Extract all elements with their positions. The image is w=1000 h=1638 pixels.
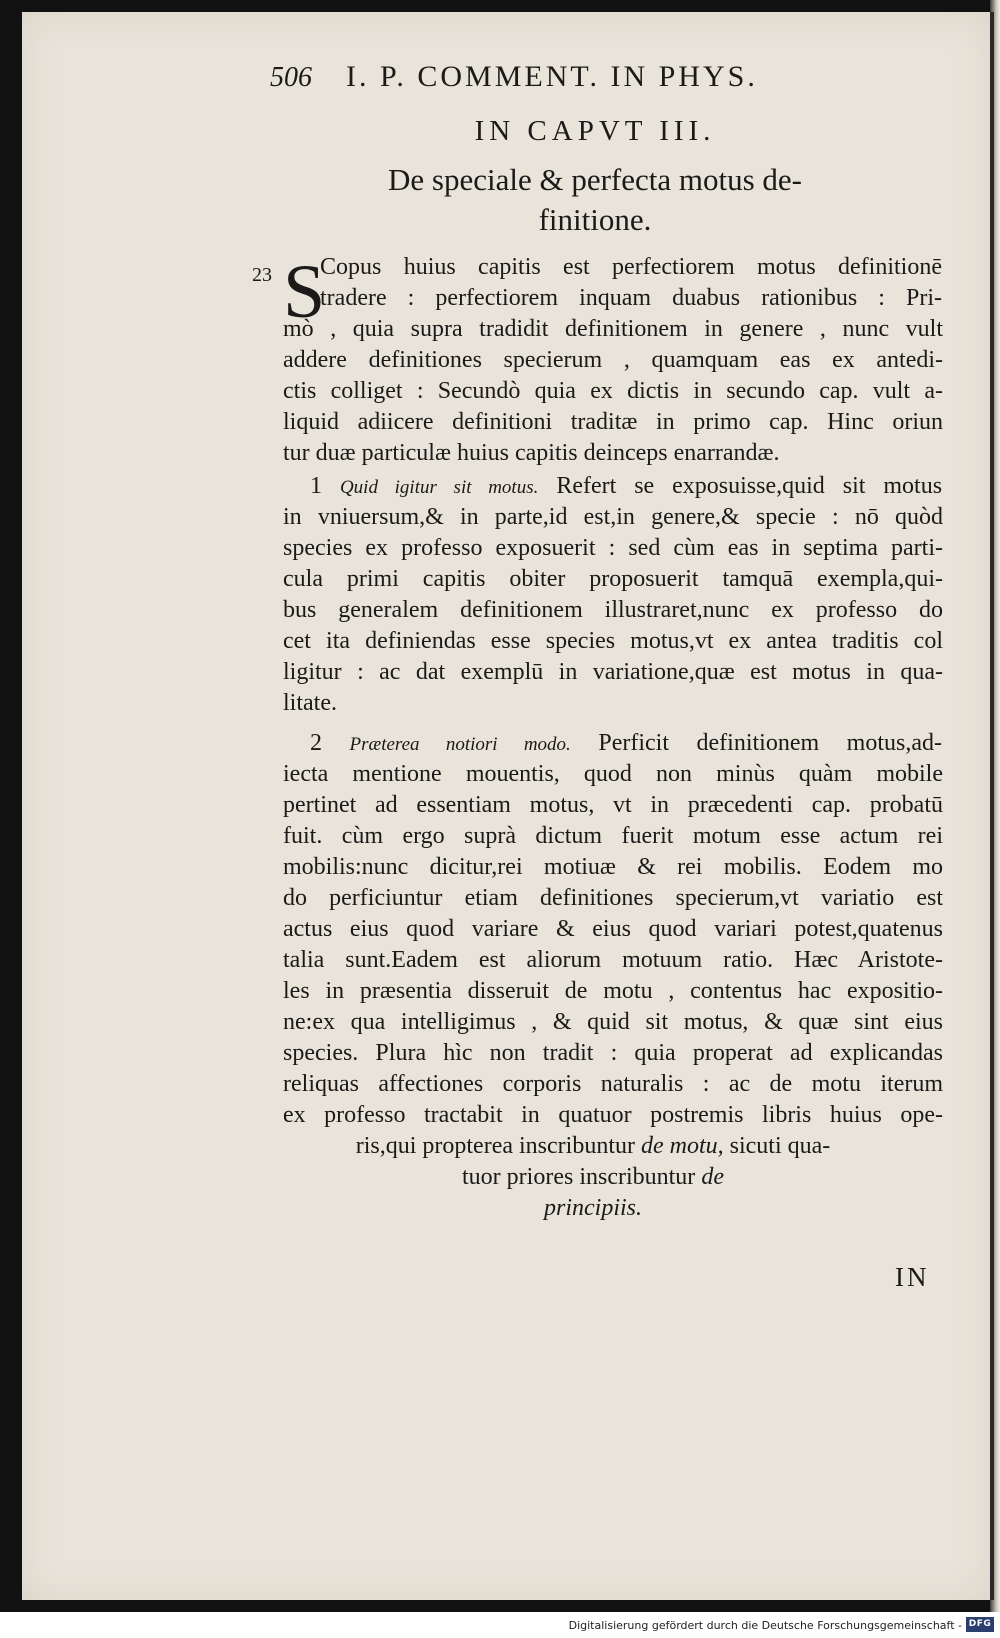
text-fragment: sicuti qua- — [729, 1133, 831, 1159]
paragraph-2-first-line — [310, 728, 942, 760]
text-line: litate. — [283, 690, 337, 716]
italic-title: principiis. — [543, 1195, 642, 1221]
text-line-tapered — [283, 1131, 903, 1162]
text-line: pertinet ad essentiam motus, vt in præcedenti cap. probatū — [283, 792, 943, 818]
text-line: liquid adiicere definitioni traditæ in primo cap. Hinc oriun — [283, 409, 943, 435]
text-line: mò , quia supra tradidit definitionem in genere , nunc vult — [283, 316, 943, 342]
text-fragment: tuor priores inscribuntur — [462, 1164, 696, 1190]
paragraph-1-first-line — [310, 471, 942, 503]
text-line: tur duæ particulæ huius capitis deinceps enarrandæ. — [283, 440, 780, 466]
paragraph-text: Perficit definitionem motus,ad- — [598, 730, 942, 756]
text-line: ne:ex qua intelligimus , & quid sit motus, & quæ sint eius — [283, 1009, 943, 1035]
drop-cap: S — [283, 250, 326, 334]
text-line-tapered — [283, 1193, 903, 1224]
running-head — [270, 60, 870, 94]
text-line: les in præsentia disseruit de motu , contentus hac expositio- — [283, 978, 943, 1004]
text-line: ctis colliget : Secundò quia ex dictis in secundo cap. vult a- — [283, 378, 943, 404]
paragraph-number: 1 — [310, 473, 322, 499]
text-line: reliquas affectiones corporis naturalis : ac de motu iterum — [283, 1071, 943, 1097]
italic-title: de — [701, 1164, 724, 1190]
text-line: species ex professo exposuerit : sed cùm eas in septima parti- — [283, 535, 943, 561]
text-line: tradere : perfectiorem inquam duabus rationibus : Pri- — [320, 285, 942, 311]
margin-note-number: 23 — [252, 264, 272, 286]
text-line: in vniuersum,& in parte,id est,in genere,& specie : nō quòd — [283, 504, 943, 530]
text-line: fuit. cùm ergo suprà dictum fuerit motum esse actum rei — [283, 823, 943, 849]
text-line-tapered — [283, 1162, 903, 1193]
text-line: addere definitiones specierum , quamquam eas ex antedi- — [283, 347, 943, 373]
text-line: ligitur : ac dat exemplū in variatione,quæ est motus in qua- — [283, 659, 943, 685]
text-line: Copus huius capitis est perfectiorem motus definitionē — [320, 254, 942, 280]
text-line: ex professo tractabit in quatuor postremis libris huius ope- — [283, 1102, 943, 1128]
text-line: bus generalem definitionem illustraret,nunc ex professo do — [283, 597, 943, 623]
chapter-title-line: finitione. — [538, 202, 652, 237]
paragraph-number: 2 — [310, 730, 322, 756]
text-line: cet ita definiendas esse species motus,vt ex antea traditis col — [283, 628, 943, 654]
text-line: mobilis:nunc dicitur,rei motiuæ & rei mobilis. Eodem mo — [283, 854, 943, 880]
text-line: species. Plura hìc non tradit : quia properat ad explicandas — [283, 1040, 943, 1066]
running-title: I. P. COMMENT. IN PHYS. — [346, 60, 758, 93]
text-line: talia sunt.Eadem est aliorum motuum ratio. Hæc Aristote- — [283, 947, 943, 973]
paragraph-text: Refert se exposuisse,quid sit motus — [556, 473, 943, 499]
lemma: Præterea notiori modo. — [349, 734, 571, 755]
italic-title: de motu, — [640, 1133, 724, 1159]
text-line: cula primi capitis obiter proposuerit tamquā exempla,qui- — [283, 566, 943, 592]
lemma: Quid igitur sit motus. — [339, 477, 539, 498]
text-fragment: ris,qui propterea inscribuntur — [355, 1133, 635, 1159]
dfg-logo: DFG — [966, 1617, 994, 1632]
footer-credit: Digitalisierung gefördert durch die Deutsche Forschungsgemeinschaft - — [568, 1619, 962, 1632]
chapter-title — [250, 160, 940, 240]
chapter-heading: IN CAPVT III. — [474, 115, 716, 147]
text-line: iecta mentione mouentis, quod non minùs quàm mobile — [283, 761, 943, 787]
page-number: 506 — [270, 62, 312, 93]
catchword: IN — [895, 1262, 930, 1292]
text-line: do perficiuntur etiam definitiones specierum,vt variatio est — [283, 885, 943, 911]
text-line: actus eius quod variare & eius quod variari potest,quatenus — [283, 916, 943, 942]
chapter-title-line: De speciale & perfecta motus de- — [387, 162, 802, 197]
